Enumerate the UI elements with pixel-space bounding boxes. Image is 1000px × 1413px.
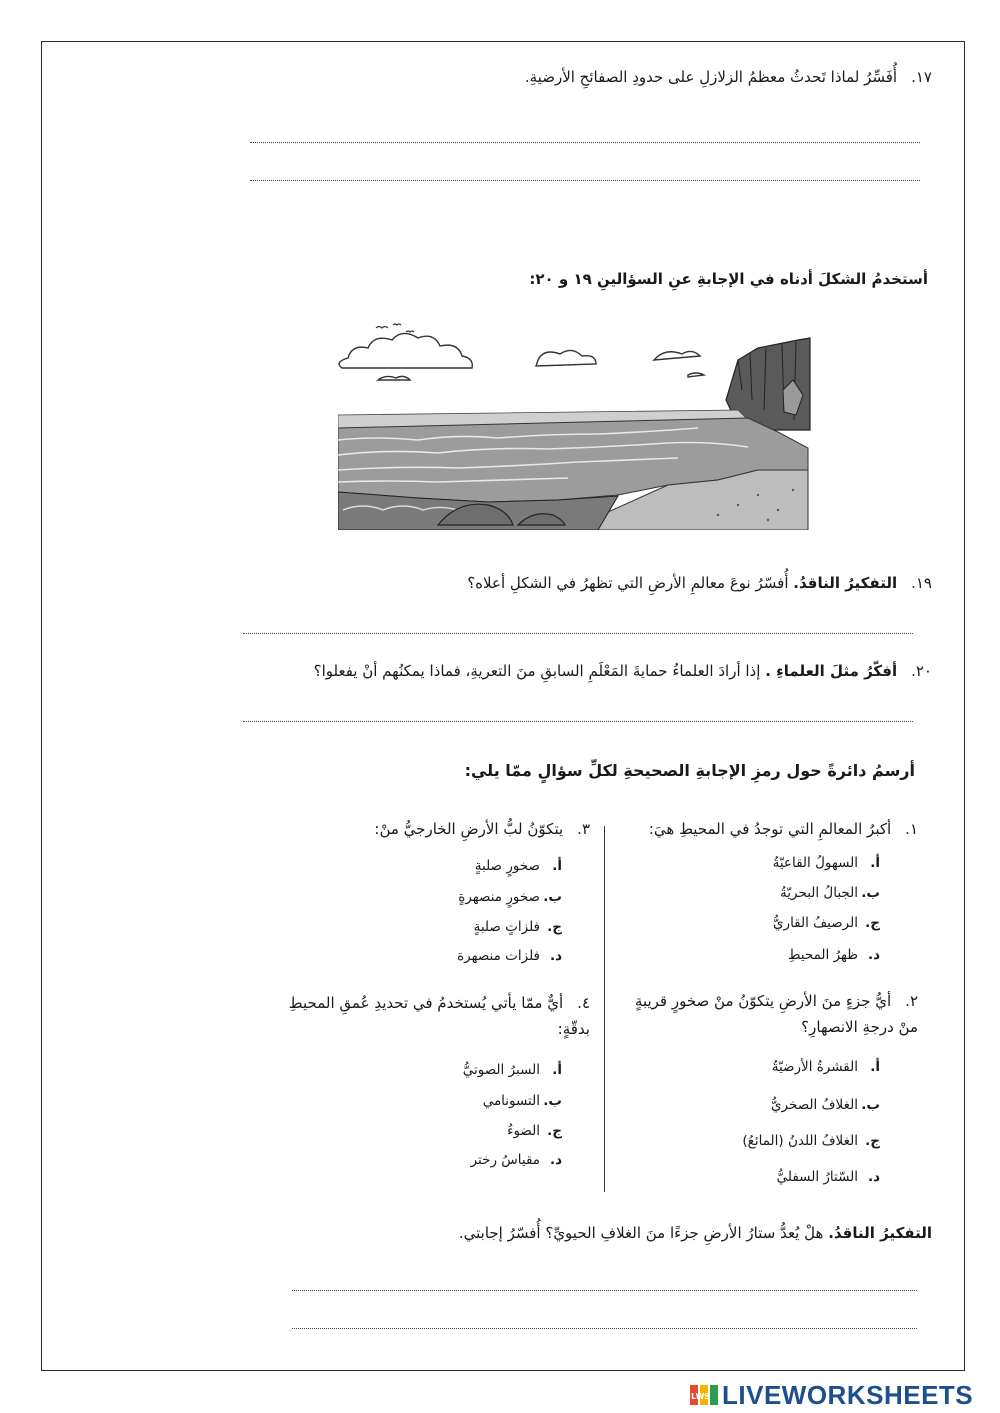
mc-q3-option-b[interactable]: ب.صخورٍ منصهرةٍ [458,889,562,905]
mc-question-4 [282,990,590,1042]
mc-question-2 [618,988,918,1040]
critical-thinking-question [300,1222,932,1244]
mc-q3-option-d[interactable]: د.فلزات منصهرة [457,948,562,964]
mc-q1-option-d[interactable]: د.ظهرُ المحيطِ [788,947,880,963]
question-text: هلْ يُعدُّ ستارُ الأرضِ جزءًا منَ الغلافِ الحيويِّ؟ أُفسّرُ إجابتي. [458,1224,824,1242]
mc-q2-option-d[interactable]: د.السّتارُ السفليُّ [776,1169,880,1185]
mc-q3-option-c[interactable]: ج.فلزاتٍ صلبةٍ [473,919,562,935]
figure-instruction: أستخدمُ الشكلَ أدناه في الإجابةِ عنِ السؤالينِ ١٩ و ٢٠: [529,270,928,288]
question-17 [300,66,932,88]
mc-q1-option-c[interactable]: ج.الرصيفُ القاريُّ [772,915,880,931]
question-text: يتكوّنُ لبُّ الأرضِ الخارجيُّ منْ: [374,820,564,838]
mc-q4-option-c[interactable]: ج.الضوءُ [507,1123,562,1139]
mc-q4-option-a[interactable]: أ.السبرُ الصوتيُّ [462,1062,562,1078]
mc-question-1 [618,818,918,840]
mc-q4-option-d[interactable]: د.مقياسُ رختر [470,1152,562,1168]
question-text: أُفَسِّرُ لماذا تَحدثُ معظمُ الزلازلِ على حدودِ الصفائحِ الأرضيةِ. [524,68,898,86]
question-lead: التفكيرُ الناقدُ. [828,1224,932,1242]
question-19 [300,572,932,594]
mc-q2-option-b[interactable]: ب.الغلافُ الصخريُّ [770,1097,880,1113]
question-20 [240,660,932,682]
answer-line-17a[interactable] [250,142,920,143]
svg-text:LWS: LWS [691,1392,711,1401]
mc-heading: أرسمُ دائرةً حول رمزِ الإجابةِ الصحيحةِ لكلِّ سؤالٍ ممّا يلي: [464,761,915,780]
mc-question-3 [300,818,590,840]
question-lead: أفكّرُ مثلَ العلماءِ . [765,662,898,680]
answer-line-20[interactable] [243,721,913,722]
question-lead: التفكيرُ الناقدُ. [793,574,898,592]
clouds-icon [339,333,704,380]
question-text: إذا أرادَ العلماءُ حمايةَ المَعْلَمِ السابقِ منَ التعريةِ، فماذا يمكنُهم أنْ يفعلوا؟ [313,662,761,680]
birds-icon [376,324,414,332]
question-text: أيٌّ ممّا يأتي يُستخدمُ في تحديدِ عُمقِ المحيطِ بدقّةٍ: [288,994,590,1038]
question-number: ٤. [577,994,590,1012]
answer-line-critical-a[interactable] [292,1290,917,1291]
brand-name: LIVEWORKSHEETS [722,1380,974,1410]
mc-q3-option-a[interactable]: أ.صخورٍ صلبةٍ [474,858,562,874]
question-text: أُفسّرُ نوعَ معالمِ الأرضِ التي تظهرُ في الشكلِ أعلاه؟ [467,574,789,592]
column-divider [604,826,605,1192]
question-number: ١. [905,820,918,838]
question-text: أيُّ جزءٍ منَ الأرضِ يتكوّنُ منْ صخورٍ قريبةٍ منْ درجةِ الانصهارِ؟ [634,992,918,1036]
answer-line-19[interactable] [243,633,913,634]
mc-q4-option-b[interactable]: ب.التسونامي [482,1093,562,1109]
mc-q2-option-a[interactable]: أ.القشرةُ الأرضيّةُ [771,1059,880,1075]
mc-q1-option-a[interactable]: أ.السهولُ القاعيّةُ [772,855,880,871]
question-number: ٣. [577,820,590,838]
answer-line-17b[interactable] [250,180,920,181]
mc-q1-option-b[interactable]: ب.الجبالُ البحريّةُ [780,885,880,901]
question-text: أكبرُ المعالمِ التي توجدُ في المحيطِ هيَ: [648,820,892,838]
answer-line-critical-b[interactable] [292,1328,917,1329]
mc-q2-option-c[interactable]: ج.الغلافُ اللدنُ (المائعُ) [742,1133,880,1149]
question-number: ٢٠. [911,662,932,680]
question-number: ١٧. [911,68,932,86]
coastline-illustration [338,320,813,530]
question-number: ١٩. [911,574,932,592]
liveworksheets-icon [690,1383,718,1407]
liveworksheets-logo [690,1380,990,1410]
question-number: ٢. [905,992,918,1010]
